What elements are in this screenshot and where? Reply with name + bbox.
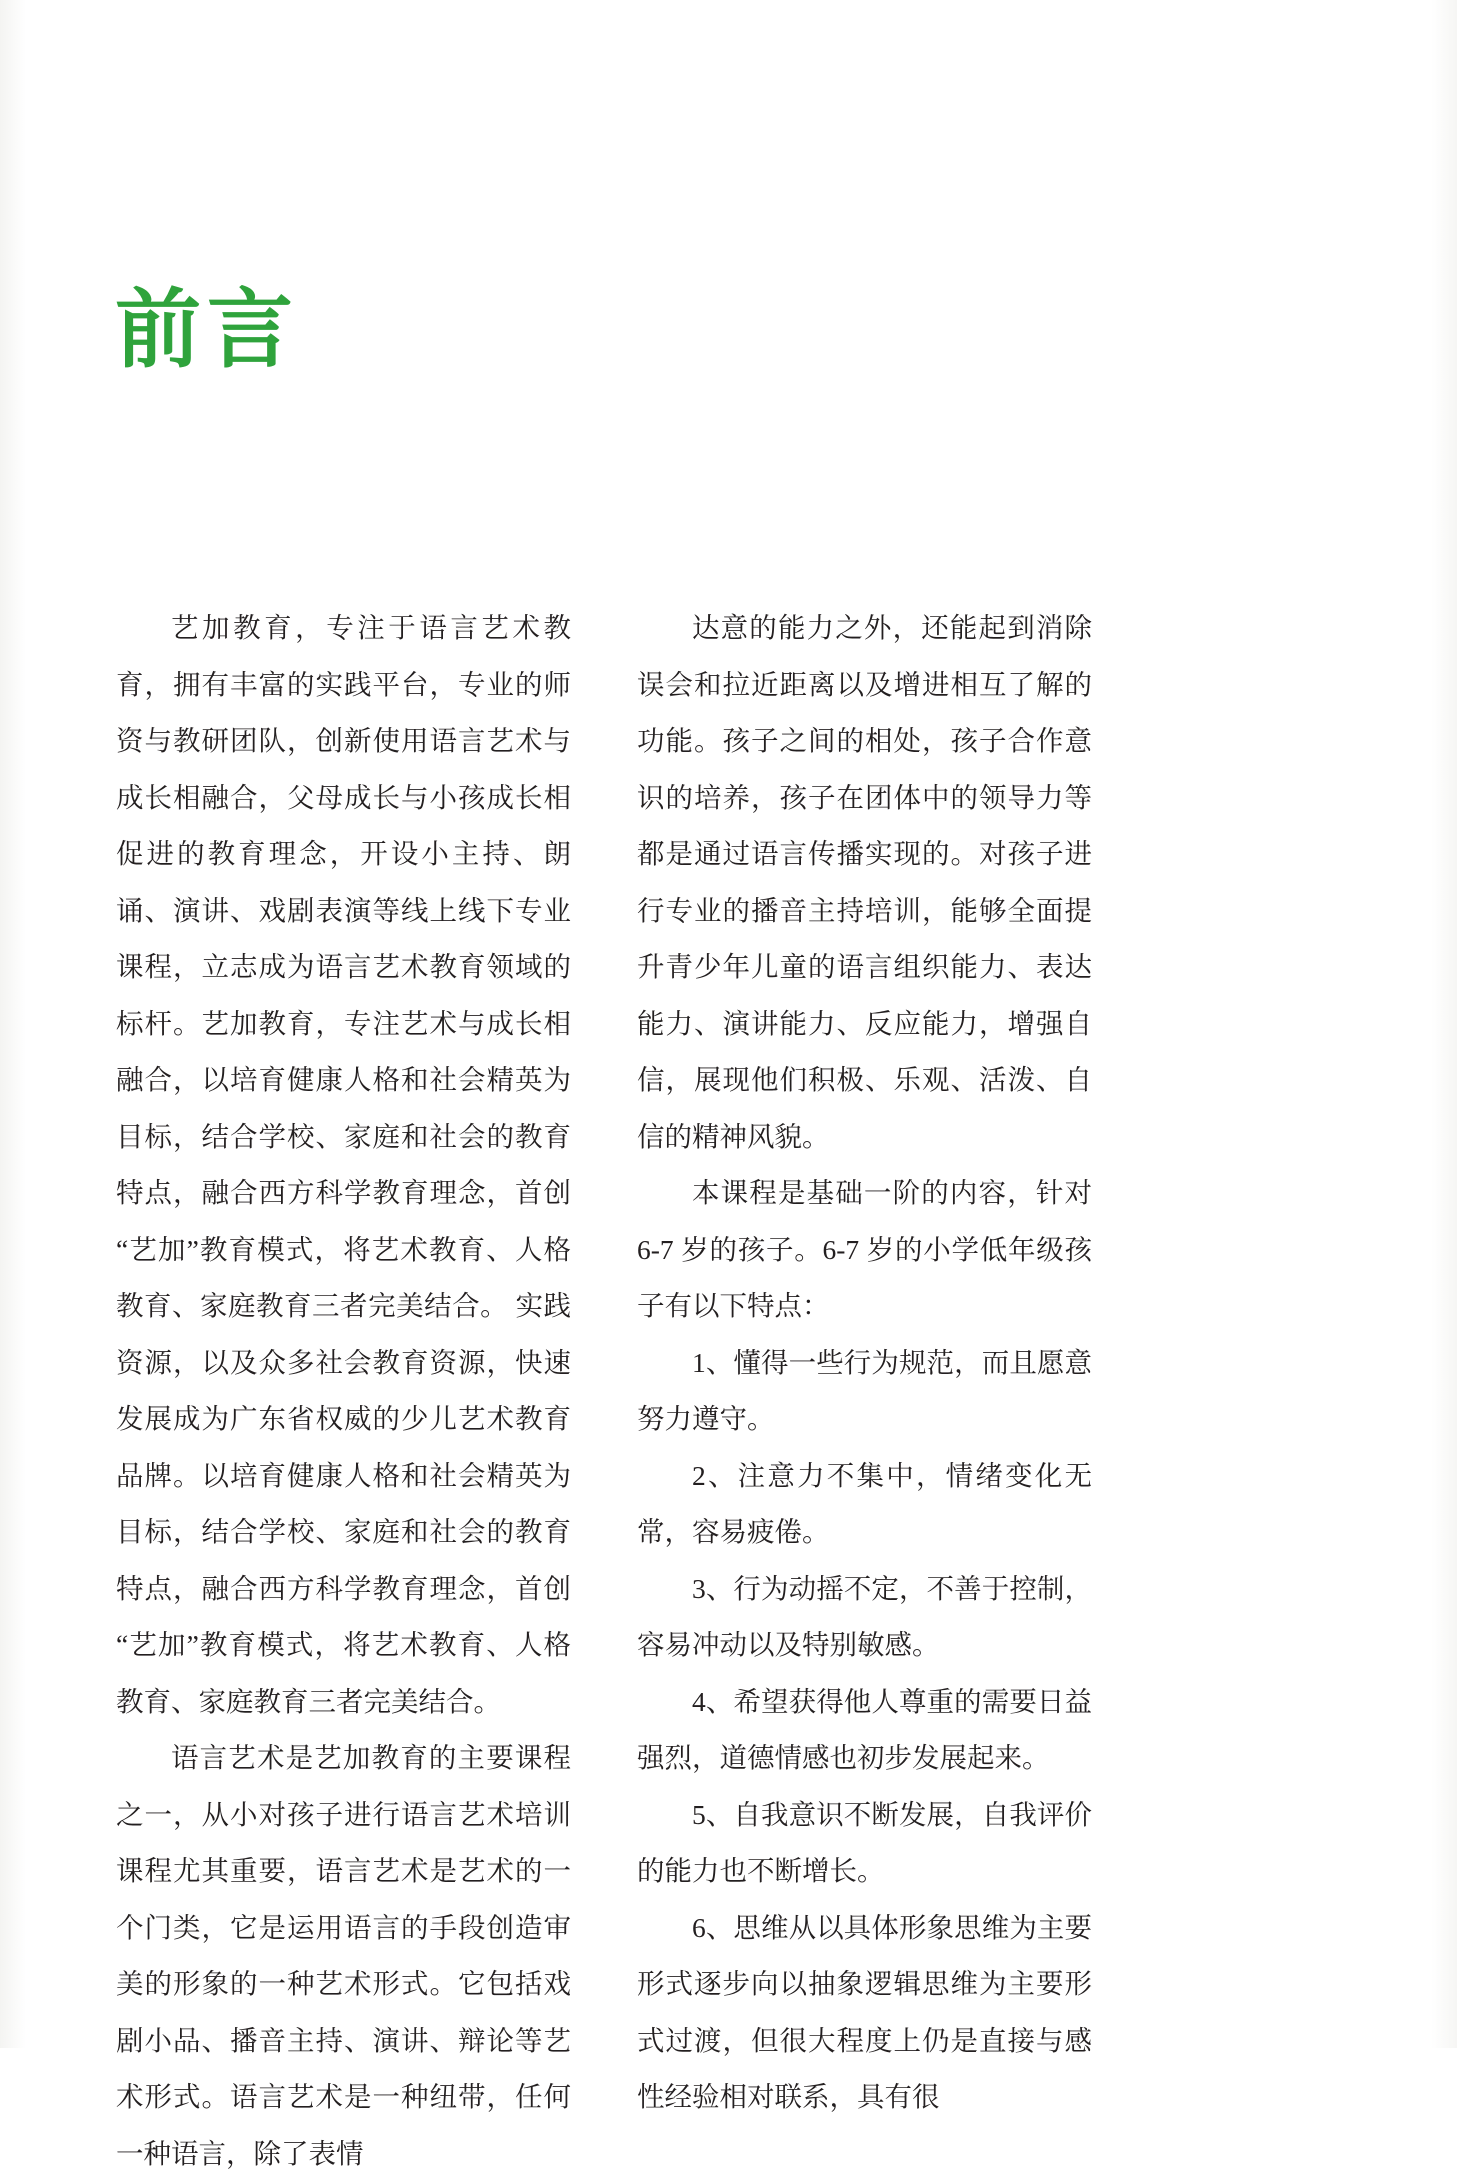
paragraph: 本课程是基础一阶的内容，针对 6-7 岁的孩子。6-7 岁的小学低年级孩子有以下特点：	[637, 1177, 1092, 1321]
right-column	[637, 600, 1092, 2126]
list-item: 4、希望获得他人尊重的需要日益强烈，道德情感也初步发展起来。	[637, 1685, 1092, 1773]
page-title: 前言	[115, 279, 299, 380]
list-item: 3、行为动摇不定，不善于控制，容易冲动以及特别敏感。	[637, 1572, 1092, 1660]
list-item: 2、注意力不集中，情绪变化无常，容易疲倦。	[637, 1459, 1092, 1547]
list-item: 6、思维从以具体形象思维为主要形式逐步向以抽象逻辑思维为主要形式过渡，但很大程度上仍是直接与感性经验相对联系，具有很	[637, 1911, 1092, 2112]
paragraph: 语言艺术是艺加教育的主要课程之一，从小对孩子进行语言艺术培训课程尤其重要，语言艺术是艺术的一个门类，它是运用语言的手段创造审美的形象的一种艺术形式。它包括戏剧小品、播音主持、演讲、辩论等艺术形式。语言艺术是一种纽带，任何一种语言，除了表情	[116, 1742, 571, 2169]
two-column-body	[116, 600, 1341, 2182]
list-item: 1、懂得一些行为规范，而且愿意努力遵守。	[637, 1346, 1092, 1434]
list-item: 5、自我意识不断发展，自我评价的能力也不断增长。	[637, 1798, 1092, 1886]
paragraph: 达意的能力之外，还能起到消除误会和拉近距离以及增进相互了解的功能。孩子之间的相处，孩子合作意识的培养，孩子在团体中的领导力等都是通过语言传播实现的。对孩子进行专业的播音主持培训，能够全面提升青少年儿童的语言组织能力、表达能力、演讲能力、反应能力，增强自信，展现他们积极、乐观、活泼、自信的精神风貌。	[637, 612, 1092, 1152]
paragraph: 艺加教育，专注于语言艺术教育，拥有丰富的实践平台，专业的师资与教研团队，创新使用语言艺术与成长相融合，父母成长与小孩成长相促进的教育理念，开设小主持、朗诵、演讲、戏剧表演等线上线下专业课程，立志成为语言艺术教育领域的标杆。艺加教育，专注艺术与成长相融合，以培育健康人格和社会精英为目标，结合学校、家庭和社会的教育特点，融合西方科学教育理念，首创“艺加”教育模式，将艺术教育、人格教育、家庭教育三者完美结合。 实践资源，以及众多社会教育资源，快速发展成为广东省权威的少儿艺术教育品牌。以培育健康人格和社会精英为目标，结合学校、家庭和社会的教育特点，融合西方科学教育理念，首创“艺加”教育模式，将艺术教育、人格教育、家庭教育三者完美结合。	[116, 612, 571, 1717]
left-column	[116, 600, 571, 2182]
